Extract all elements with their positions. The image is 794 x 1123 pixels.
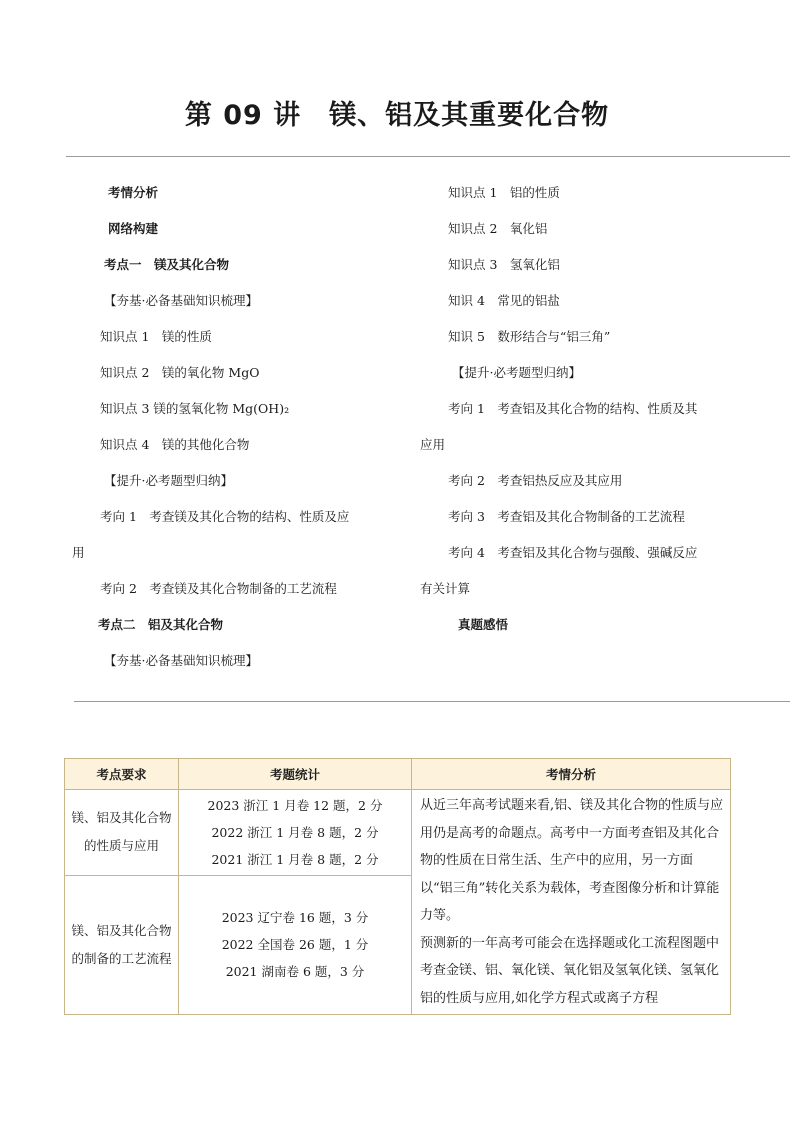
- toc-item[interactable]: 知识点 2 氧化铝: [448, 221, 548, 236]
- toc-item[interactable]: 考点一 镁及其化合物: [104, 257, 230, 272]
- stat-line: 2022 浙江 1 月卷 8 题，2 分: [211, 824, 379, 840]
- toc-item[interactable]: 考向 3 考查铝及其化合物制备的工艺流程: [448, 509, 685, 524]
- toc-left-column: [70, 175, 410, 679]
- toc-item-continuation[interactable]: 用: [72, 545, 85, 560]
- toc-item[interactable]: 知识点 2 镁的氧化物 MgO: [100, 365, 260, 380]
- stat-line: 2023 辽宁卷 16 题，3 分: [221, 910, 369, 926]
- toc-item[interactable]: 知识点 1 镁的性质: [100, 329, 212, 344]
- toc-item[interactable]: 考向 1 考查铝及其化合物的结构、性质及其: [448, 401, 698, 416]
- toc-item[interactable]: 【提升·必考题型归纳】: [104, 473, 233, 488]
- table-header-row: [65, 759, 731, 790]
- toc-item[interactable]: 知识 4 常见的铝盐: [448, 293, 560, 308]
- table-row: [65, 790, 731, 876]
- exam-analysis-table: [64, 758, 731, 1015]
- requirement-cell: 镁、铝及其化合物的制备的工艺流程: [65, 875, 179, 1014]
- toc-divider: [74, 701, 790, 702]
- header-divider: [66, 156, 790, 157]
- stat-line: 2021 浙江 1 月卷 8 题，2 分: [211, 851, 379, 867]
- toc-item[interactable]: 【提升·必考题型归纳】: [452, 365, 581, 380]
- toc-item-continuation[interactable]: 应用: [420, 437, 446, 452]
- toc-item[interactable]: 考情分析: [108, 185, 159, 200]
- toc-item[interactable]: 知识点 3 氢氧化铝: [448, 257, 560, 272]
- stat-line: 2023 浙江 1 月卷 12 题，2 分: [207, 797, 383, 813]
- column-header: 考情分析: [412, 759, 731, 790]
- requirement-cell: 镁、铝及其化合物的性质与应用: [65, 790, 179, 876]
- stats-cell: [179, 790, 412, 876]
- toc-item[interactable]: 知识点 4 镁的其他化合物: [100, 437, 250, 452]
- toc-item[interactable]: 【夯基·必备基础知识梳理】: [104, 653, 258, 668]
- toc-item[interactable]: 【夯基·必备基础知识梳理】: [104, 293, 258, 308]
- column-header: 考题统计: [179, 759, 412, 790]
- toc-item[interactable]: 真题感悟: [458, 617, 509, 632]
- column-header: 考点要求: [65, 759, 179, 790]
- toc-item[interactable]: 考向 2 考查镁及其化合物制备的工艺流程: [100, 581, 337, 596]
- toc-item[interactable]: 考向 4 考查铝及其化合物与强酸、强碱反应: [448, 545, 698, 560]
- toc-right-column: [420, 175, 760, 643]
- toc-item-continuation[interactable]: 有关计算: [420, 581, 471, 596]
- toc-item[interactable]: 网络构建: [108, 221, 159, 236]
- stats-cell: [179, 875, 412, 1014]
- toc-item[interactable]: 知识点 3 镁的氢氧化物 Mg(OH)₂: [100, 401, 290, 416]
- toc-item[interactable]: 知识点 1 铝的性质: [448, 185, 560, 200]
- stat-line: 2021 湖南卷 6 题，3 分: [225, 964, 365, 980]
- stat-line: 2022 全国卷 26 题，1 分: [221, 937, 369, 953]
- analysis-paragraph: 从近三年高考试题来看,铝、镁及其化合物的性质与应用仍是高考的命题点。高考中一方面考查铝及其化合物的性质在日常生活、生产中的应用，另一方面以“铝三角”转化关系为载体，考查图像分析和计算能力等。: [420, 798, 724, 923]
- toc-item[interactable]: 考向 2 考查铝热反应及其应用: [448, 473, 623, 488]
- page-title: 第 09 讲 镁、铝及其重要化合物: [184, 100, 610, 131]
- toc-item[interactable]: 考点二 铝及其化合物: [98, 617, 224, 632]
- analysis-cell: [412, 790, 731, 1015]
- analysis-paragraph: 预测新的一年高考可能会在选择题或化工流程图题中考查金镁、铝、氧化镁、氧化铝及氢氧化镁、氢氧化铝的性质与应用,如化学方程式或离子方程: [420, 935, 720, 1006]
- toc-item[interactable]: 知识 5 数形结合与“铝三角”: [448, 329, 611, 344]
- toc-item[interactable]: 考向 1 考查镁及其化合物的结构、性质及应: [100, 509, 350, 524]
